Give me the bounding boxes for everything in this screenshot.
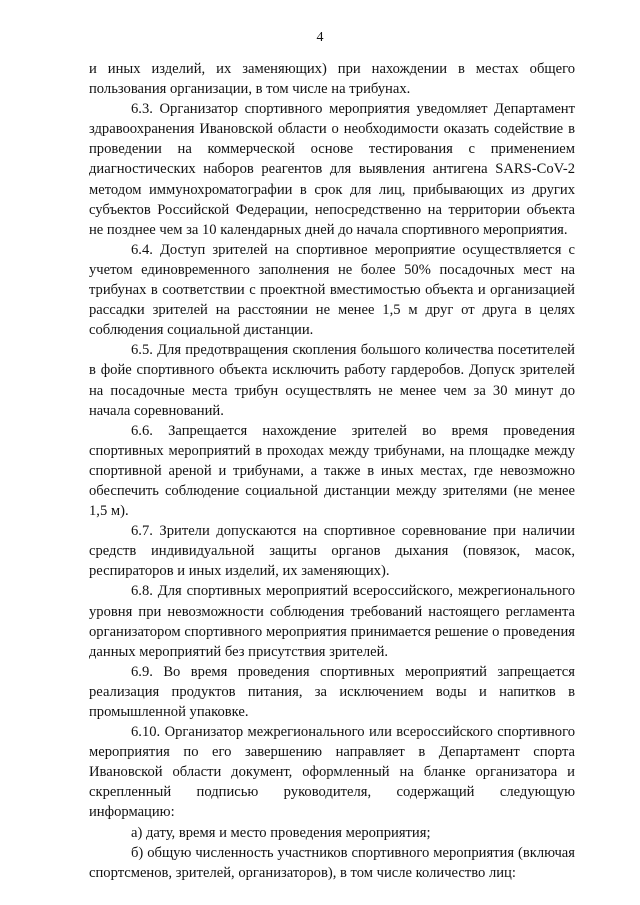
paragraph-6-7: 6.7. Зрители допускаются на спортивное соревнование при наличии средств индивидуальной защиты органов дыхания (повязок, масок, респираторов и иных изделий, их заменяющих). <box>89 523 575 580</box>
paragraph-6-8: 6.8. Для спортивных мероприятий всероссийского, межрегионального уровня при невозможности соблюдения требований настоящего регламента организатором спортивного мероприятия принимается решение о проведения данных мероприятий без присутствия зрителей. <box>89 583 575 660</box>
paragraph-6-10: 6.10. Организатор межрегионального или всероссийского спортивного мероприятия по его завершению направляет в Департамент спорта Ивановской области документ, оформленный на бланке организатора и скрепленный подписью руководителя, содержащий следующую информацию: <box>89 724 575 821</box>
page-number: 4 <box>316 30 324 45</box>
list-item-a: а) дату, время и место проведения мероприятия; <box>131 824 431 841</box>
paragraph-6-3: 6.3. Организатор спортивного мероприятия уведомляет Департамент здравоохранения Ивановской области о необходимости оказать содействие в проведении на коммерческой основе тестирования с применением диагностических наборов реагентов для выявления антигена SARS-CoV-2 методом иммунохроматографии в срок для лиц, прибывающих из других субъектов Российской Федерации, непосредственно на территории объекта не позднее чем за 10 календарных дней до начала спортивного мероприятия. <box>89 101 575 238</box>
document-body <box>89 59 575 883</box>
paragraph-continuation: и иных изделий, их заменяющих) при нахождении в местах общего пользования организации, в том числе на трибунах. <box>89 61 575 98</box>
paragraph-6-4: 6.4. Доступ зрителей на спортивное мероприятие осуществляется с учетом единовременного заполнения не более 50% посадочных мест на трибунах в соответствии с проектной вместимостью объекта и организацией рассадки зрителей на расстоянии не менее 1,5 м друг от друга в целях соблюдения социальной дистанции. <box>89 241 575 339</box>
paragraph-6-5: 6.5. Для предотвращения скопления большого количества посетителей в фойе спортивного объекта исключить работу гардеробов. Допуск зрителей на посадочные места трибун осуществлять не менее чем за 30 минут до начала соревнований. <box>89 342 575 419</box>
paragraph-6-6: 6.6. Запрещается нахождение зрителей во время проведения спортивных мероприятий в проходах между трибунами, на площадке между спортивной ареной и трибунами, а также в иных местах, где невозможно обеспечить соблюдение социальной дистанции между зрителями (не менее 1,5 м). <box>89 422 575 520</box>
paragraph-6-9: 6.9. Во время проведения спортивных мероприятий запрещается реализация продуктов питания, за исключением воды и напитков в промышленной упаковке. <box>89 663 575 720</box>
list-item-b: б) общую численность участников спортивного мероприятия (включая спортсменов, зрителей, организаторов), в том числе количество лиц: <box>89 844 575 881</box>
